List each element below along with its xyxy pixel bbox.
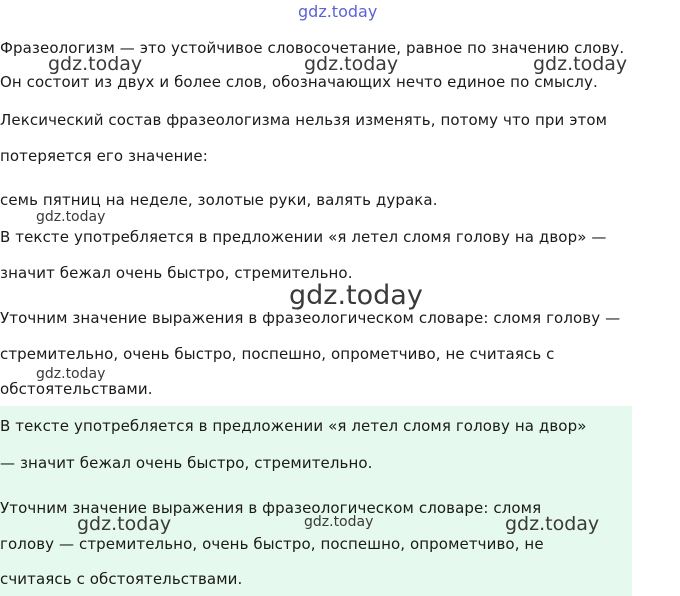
text-line-6: В тексте употребляется в предложении «я летел сломя голову на двор» —	[0, 228, 607, 246]
watermark: gdz.today	[36, 366, 106, 382]
answer-line-5: считаясь с обстоятельствами.	[0, 570, 243, 588]
text-line-10: обстоятельствами.	[0, 380, 153, 398]
text-line-2: Он состоит из двух и более слов, обозначающих нечто единое по смыслу.	[0, 73, 598, 91]
text-line-5: семь пятниц на неделе, золотые руки, валять дурака.	[0, 191, 438, 209]
text-line-7: значит бежал очень быстро, стремительно.	[0, 264, 353, 282]
watermark: gdz.today	[304, 53, 399, 75]
watermark-top: gdz.today	[298, 2, 378, 21]
watermark: gdz.today	[77, 513, 172, 535]
watermark-large: gdz.today	[289, 280, 423, 311]
text-line-3: Лексический состав фразеологизма нельзя изменять, потому что при этом	[0, 111, 608, 129]
text-line-1: Фразеологизм — это устойчивое словосочетание, равное по значению слову.	[0, 39, 625, 57]
watermark: gdz.today	[533, 53, 628, 75]
watermark: gdz.today	[48, 53, 143, 75]
watermark: gdz.today	[304, 514, 374, 530]
answer-line-4: голову — стремительно, очень быстро, поспешно, опрометчиво, не	[0, 535, 544, 553]
text-line-9: стремительно, очень быстро, поспешно, опрометчиво, не считаясь с	[0, 345, 555, 363]
watermark: gdz.today	[36, 209, 106, 225]
answer-line-2: — значит бежал очень быстро, стремительно.	[0, 454, 373, 472]
text-line-4: потеряется его значение:	[0, 147, 208, 165]
text-line-8: Уточним значение выражения в фразеологическом словаре: сломя голову —	[0, 309, 621, 327]
watermark: gdz.today	[505, 513, 600, 535]
answer-line-3: Уточним значение выражения в фразеологическом словаре: сломя	[0, 499, 542, 517]
answer-line-1: В тексте употребляется в предложении «я летел сломя голову на двор»	[0, 417, 587, 435]
